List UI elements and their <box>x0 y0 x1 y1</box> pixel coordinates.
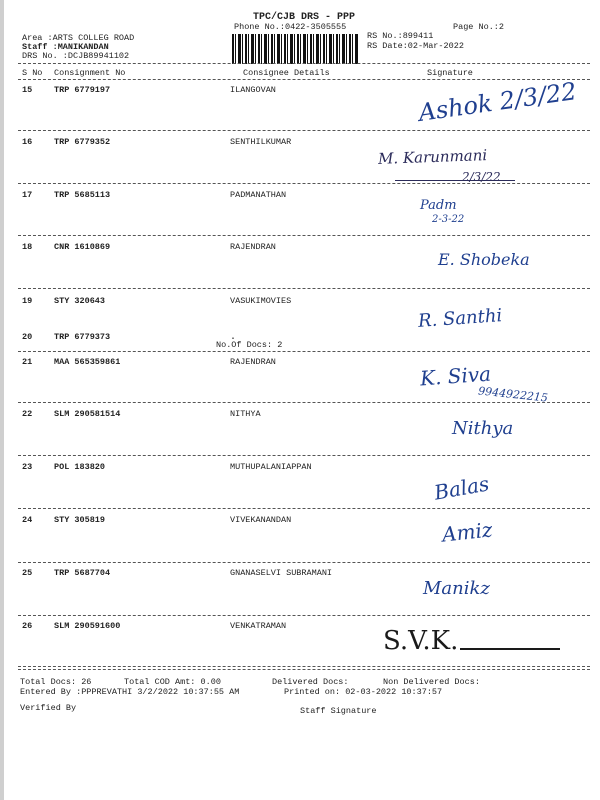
row-divider <box>18 666 590 667</box>
row-consignee: VENKATRAMAN <box>230 621 287 631</box>
total-docs: Total Docs: 26 <box>20 677 92 687</box>
row-consignment: TRP 6779373 <box>54 332 111 342</box>
row-consignee: VIVEKANANDAN <box>230 515 292 525</box>
row-consignment: POL 183820 <box>54 462 106 472</box>
signature-15: Ashok 2/3/22 <box>416 77 579 127</box>
row-sno: 16 <box>22 137 33 147</box>
signature-18: E. Shobeka <box>438 250 530 269</box>
verified-by: Verified By <box>20 703 77 713</box>
row-consignment: STY 320643 <box>54 296 106 306</box>
row-consignee: NITHYA <box>230 409 261 419</box>
row-consignee: MUTHUPALANIAPPAN <box>230 462 312 472</box>
row-sno: 25 <box>22 568 33 578</box>
row-consignment: TRP 5685113 <box>54 190 111 200</box>
barcode <box>232 34 358 64</box>
row-consignee: ILANGOVAN <box>230 85 276 95</box>
row-sno: 24 <box>22 515 33 525</box>
row-consignee: RAJENDRAN <box>230 242 276 252</box>
row-consignment: MAA 565359861 <box>54 357 121 367</box>
row-divider <box>18 455 590 456</box>
row-divider <box>18 508 590 509</box>
row-divider <box>18 669 590 670</box>
row-divider <box>18 562 590 563</box>
row-sno: 19 <box>22 296 33 306</box>
signature-16: M. Karunmani <box>377 146 488 168</box>
row-sno: 21 <box>22 357 33 367</box>
signature-26-stroke <box>460 648 560 650</box>
signature-16-date: 2/3/22 <box>462 170 501 184</box>
entered-by: Entered By :PPPREVATHI 3/2/2022 10:37:55 AM <box>20 687 240 697</box>
row-sno: 23 <box>22 462 33 472</box>
row-consignee: PADMANATHAN <box>230 190 287 200</box>
row-divider <box>18 351 590 352</box>
signature-23: Balas <box>432 471 491 505</box>
row-sno: 26 <box>22 621 33 631</box>
signature-16-underline <box>395 180 515 181</box>
row-consignment: CNR 1610869 <box>54 242 111 252</box>
signature-17-date: 2-3-22 <box>432 214 465 225</box>
row-divider <box>18 402 590 403</box>
row-consignment: TRP 6779197 <box>54 85 111 95</box>
row-divider <box>18 183 590 184</box>
staff-label: Staff :MANIKANDAN <box>22 42 109 52</box>
scan-edge <box>0 0 4 800</box>
area-label: Area :ARTS COLLEG ROAD <box>22 33 135 43</box>
row-sno: 18 <box>22 242 33 252</box>
row-consignment: TRP 6779352 <box>54 137 111 147</box>
col-consignment: Consignment No <box>54 68 126 78</box>
row-consignment: SLM 290591600 <box>54 621 121 631</box>
row-divider <box>18 130 590 131</box>
row-consignee: VASUKIMOVIES <box>230 296 292 306</box>
signature-26: S.V.K. <box>383 626 459 656</box>
row-divider <box>18 288 590 289</box>
document-title: TPC/CJB DRS - PPP <box>253 12 356 23</box>
row-consignment: TRP 5687704 <box>54 568 111 578</box>
col-consignee: Consignee Details <box>243 68 330 78</box>
rs-number: RS No.:899411 <box>367 31 434 41</box>
non-delivered-docs: Non Delivered Docs: <box>383 677 480 687</box>
signature-22: Nithya <box>452 418 514 439</box>
row-consignee: RAJENDRAN <box>230 357 276 367</box>
signature-24: Amiz <box>440 517 494 547</box>
signature-21: K. Siva <box>419 361 492 391</box>
row-consignee: SENTHILKUMAR <box>230 137 292 147</box>
row-divider <box>18 235 590 236</box>
divider <box>18 79 590 80</box>
signature-17: Padm <box>420 198 457 213</box>
row-consignment: SLM 290581514 <box>54 409 121 419</box>
row-consignee: GNANASELVI SUBRAMANI <box>230 568 333 578</box>
signature-25: Manikz <box>423 578 490 599</box>
phone-number: Phone No.:0422-3505555 <box>234 22 347 32</box>
row-sno: 22 <box>22 409 33 419</box>
printed-on: Printed on: 02-03-2022 10:37:57 <box>284 687 443 697</box>
col-sno: S No <box>22 68 43 78</box>
staff-signature: Staff Signature <box>300 706 377 716</box>
row-sno: 15 <box>22 85 33 95</box>
total-cod: Total COD Amt: 0.00 <box>124 677 221 687</box>
row-doc-count: No.Of Docs: 2 <box>216 340 283 350</box>
row-dot: . <box>230 332 237 343</box>
divider <box>18 63 590 64</box>
signature-19: R. Santhi <box>417 305 503 332</box>
row-sno: 17 <box>22 190 33 200</box>
col-signature: Signature <box>427 68 473 78</box>
page-number: Page No.:2 <box>453 22 505 32</box>
rs-date: RS Date:02-Mar-2022 <box>367 41 464 51</box>
drs-number: DRS No. :DCJB89941102 <box>22 51 130 61</box>
delivered-docs: Delivered Docs: <box>272 677 349 687</box>
row-sno: 20 <box>22 332 33 342</box>
signature-21-phone: 9944922215 <box>477 384 549 405</box>
row-divider <box>18 615 590 616</box>
row-consignment: STY 305819 <box>54 515 106 525</box>
